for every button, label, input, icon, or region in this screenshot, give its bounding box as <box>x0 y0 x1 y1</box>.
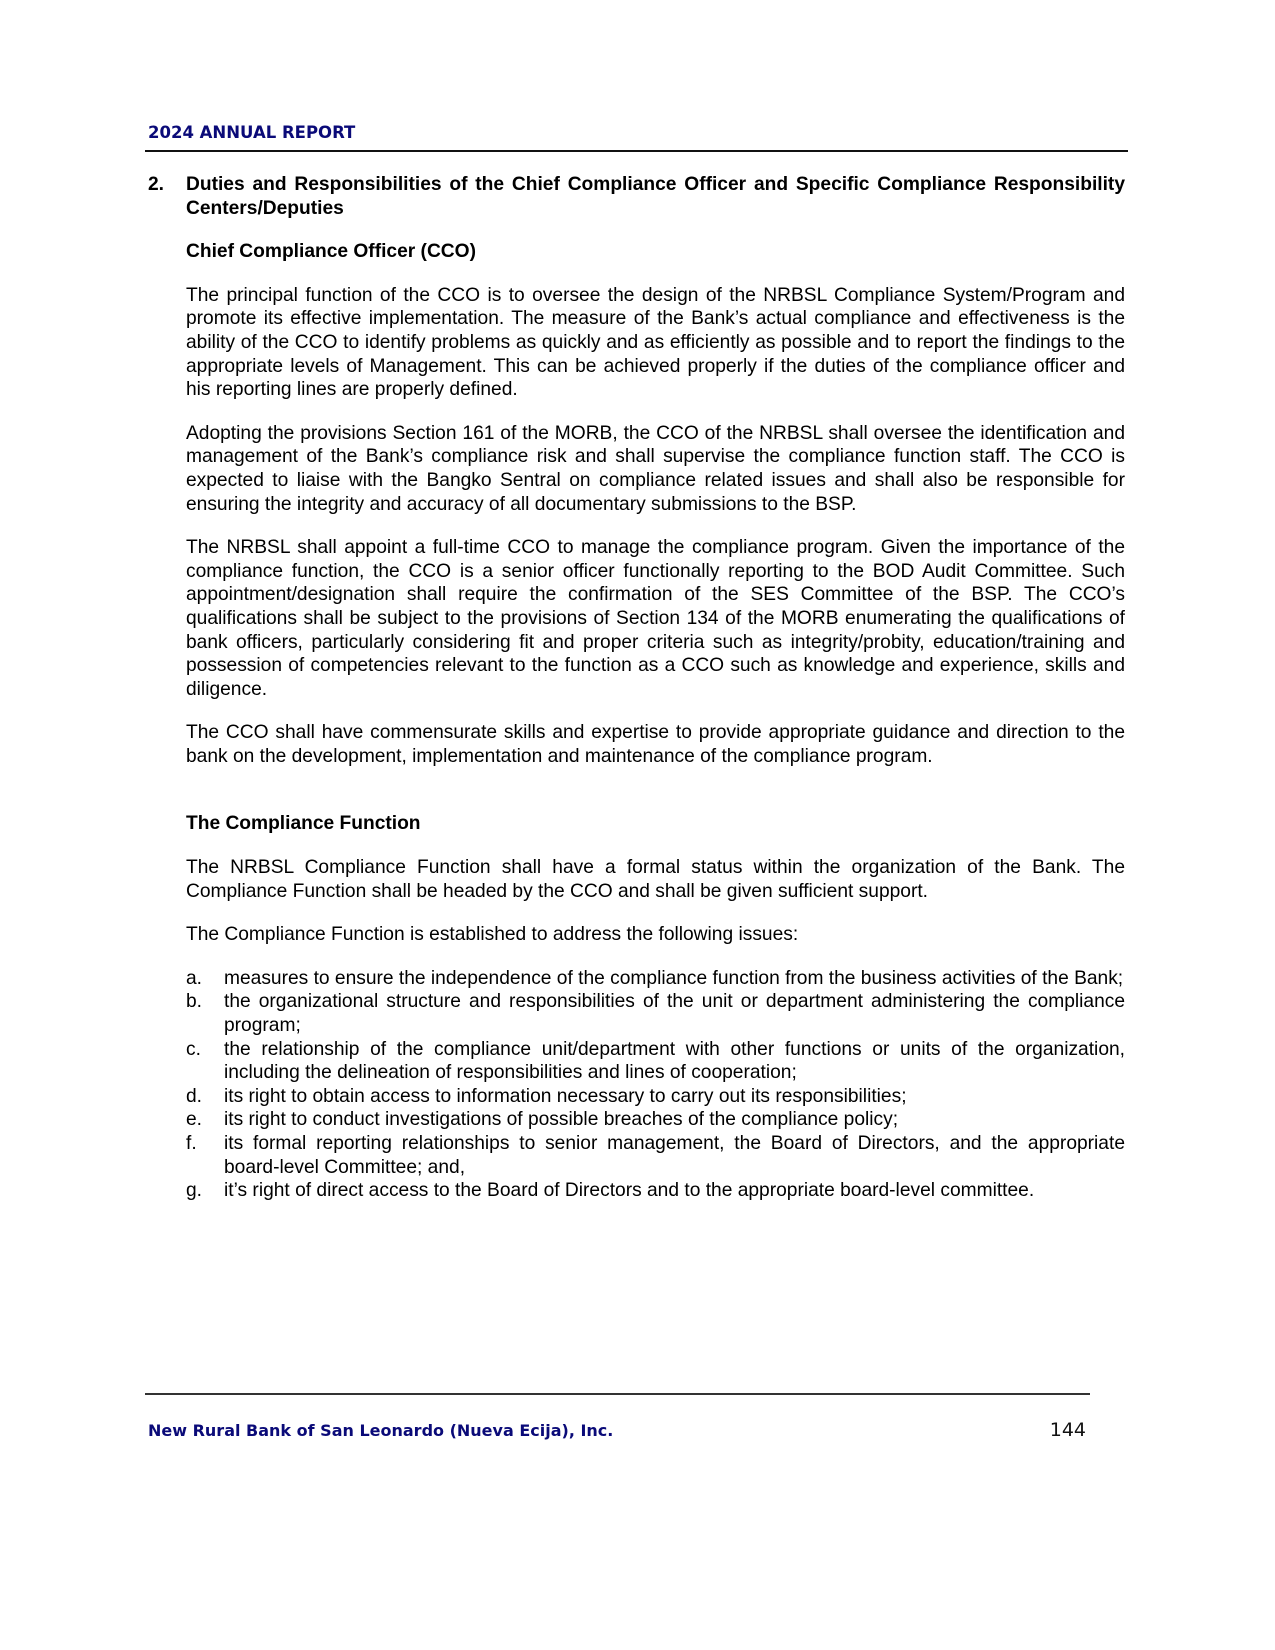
footer-organization: New Rural Bank of San Leonardo (Nueva Ecija), Inc. <box>148 1421 614 1440</box>
cco-paragraph-4: The CCO shall have commensurate skills and expertise to provide appropriate guidance and direction to the bank on the development, implementation and maintenance of the compliance program. <box>186 722 1125 767</box>
list-item <box>186 1038 1125 1085</box>
list-item-letter: g. <box>186 1180 203 1202</box>
footer-divider <box>145 1393 1090 1395</box>
list-item-letter: e. <box>186 1109 203 1131</box>
list-item <box>186 1108 1125 1132</box>
list-item-text: its formal reporting relationships to senior management, the Board of Directors, and the appropriate board-level Committee; and, <box>224 1133 1125 1178</box>
list-item-letter: d. <box>186 1085 203 1107</box>
list-item-letter: b. <box>186 991 203 1013</box>
list-item-text: measures to ensure the independence of the compliance function from the business activities of the Bank; <box>224 967 1124 989</box>
section-heading <box>148 173 1125 220</box>
list-item <box>186 967 1125 991</box>
list-item-text: the organizational structure and responsibilities of the unit or department administering the compliance program; <box>224 991 1125 1037</box>
compliance-function-heading: The Compliance Function <box>186 813 421 835</box>
cco-heading: Chief Compliance Officer (CCO) <box>186 241 476 263</box>
cco-paragraph-2: Adopting the provisions Section 161 of the MORB, the CCO of the NRBSL shall oversee the identification and management of the Bank’s compliance risk and shall supervise the compliance function staff. The CCO is expected to liaise with the Bangko Sentral on compliance related issues and shall also be responsible for ensuring the integrity and accuracy of all documentary submissions to the BSP. <box>186 422 1125 515</box>
list-item-text: the relationship of the compliance unit/department with other functions or units of the organization, including the delineation of responsibilities and lines of cooperation; <box>224 1038 1125 1084</box>
list-item <box>186 990 1125 1037</box>
compliance-function-paragraph-2: The Compliance Function is established to address the following issues: <box>186 924 799 946</box>
list-item <box>186 1179 1125 1203</box>
report-header-title: 2024 ANNUAL REPORT <box>148 123 356 142</box>
page-number: 144 <box>1049 1419 1086 1441</box>
issues-list <box>186 967 1125 1203</box>
list-item-letter: c. <box>186 1038 201 1060</box>
page-content <box>148 173 1125 1203</box>
cco-paragraph-1: The principal function of the CCO is to oversee the design of the NRBSL Compliance System/Program and promote its effective implementation. The measure of the Bank’s actual compliance and effectiveness is the ability of the CCO to identify problems as quickly and as efficiently as possible and to report the findings to the appropriate levels of Management. This can be achieved properly if the duties of the compliance officer and his reporting lines are properly defined. <box>186 284 1125 401</box>
list-item-text: its right to obtain access to information necessary to carry out its responsibilities; <box>224 1085 907 1107</box>
list-item-letter: f. <box>186 1133 197 1154</box>
list-item <box>186 1132 1125 1179</box>
list-item-text: its right to conduct investigations of possible breaches of the compliance policy; <box>224 1109 899 1131</box>
list-item-letter: a. <box>186 967 203 989</box>
cco-paragraph-3: The NRBSL shall appoint a full-time CCO to manage the compliance program. Given the importance of the compliance function, the CCO is a senior officer functionally reporting to the BOD Audit Committee. Such appointment/designation shall require the confirmation of the SES Committee of the BSP. The CCO’s qualifications shall be subject to the provisions of Section 134 of the MORB enumerating the qualifications of bank officers, particularly considering fit and proper criteria such as integrity/probity, education/training and possession of competencies relevant to the function as a CCO such as knowledge and experience, skills and diligence. <box>186 537 1125 700</box>
list-item-text: it’s right of direct access to the Board of Directors and to the appropriate board-level committee. <box>224 1180 1035 1202</box>
section-title: Duties and Responsibilities of the Chief Compliance Officer and Specific Compliance Responsibility Centers/Deputies <box>186 174 1125 219</box>
list-item <box>186 1085 1125 1109</box>
section-number: 2. <box>148 174 165 195</box>
compliance-function-paragraph-1: The NRBSL Compliance Function shall have a formal status within the organization of the Bank. The Compliance Function shall be headed by the CCO and shall be given sufficient support. <box>186 857 1125 902</box>
header-divider <box>145 150 1128 152</box>
